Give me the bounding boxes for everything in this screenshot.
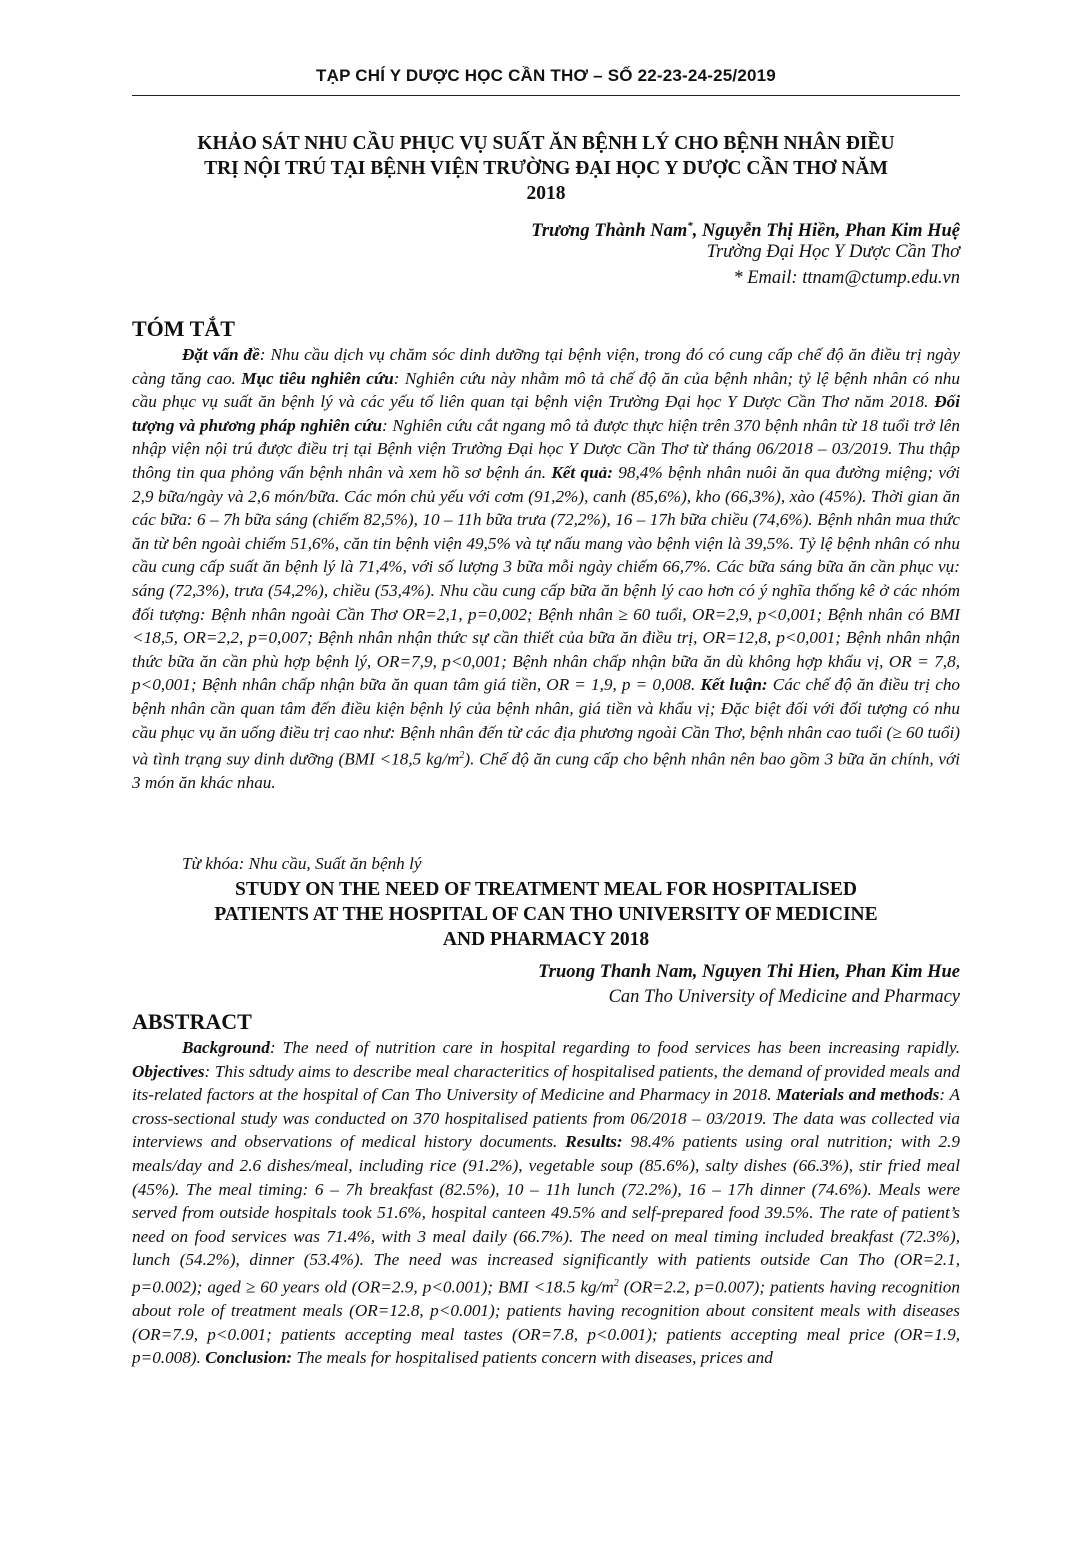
en-title-line-1: STUDY ON THE NEED OF TREATMENT MEAL FOR HOSPITALISED [235,879,857,900]
vn-text-conclusion: Các chế độ ăn điều trị cho bệnh nhân cần quan tâm đến điều kiện bệnh lý của bệnh nhân, giá tiền và khẩu vị; Đặc biệt đối với đối tượng có nhu cầu phục vụ ăn uống điều trị cao như: Bệnh nhân đến từ các địa phương ngoài Cần Thơ, bệnh nhân cao tuổi (≥ 60 tuổi) và tình trạng suy dinh dưỡng (BMI <18,5 kg/m [132,675,961,769]
en-title-line-3: AND PHARMACY 2018 [442,929,650,950]
vn-superscript: 2 [459,750,465,762]
vn-label-objectives: Mục tiêu nghiên cứu [241,368,394,388]
vn-text-methods: : Nghiên cứu cắt ngang mô tả được thực hiện trên 370 bệnh nhân từ 18 tuổi trở lên nhập viện nội trú được điều trị tại Bệnh viện Trường Đại học Y Dược Cần Thơ từ tháng 06/2018 – 03/2019. Thu thập thông tin qua phỏng vấn bệnh nhân và xem hồ sơ bệnh án. [132,415,960,482]
en-text-conclusion: The meals for hospitalised patients concern with diseases, prices and [292,1348,773,1368]
en-superscript: 2 [613,1277,619,1289]
vn-affiliation: Trường Đại Học Y Dược Cần Thơ [706,242,960,262]
vn-author-first: Trương Thành Nam [531,221,688,242]
vn-title [132,131,960,206]
en-abstract-heading: ABSTRACT [132,1009,252,1034]
journal-header: TẠP CHÍ Y DƯỢC HỌC CẦN THƠ – SỐ 22-23-24-25/2019 [316,66,776,85]
en-label-methods: Materials and methods [776,1085,940,1105]
vn-author-rest: , Nguyễn Thị Hiền, Phan Kim Huệ [692,221,960,242]
en-authors: Truong Thanh Nam, Nguyen Thi Hien, Phan Kim Hue [538,962,960,982]
vn-label-results: Kết quả: [551,462,613,482]
vn-text-results: 98,4% bệnh nhân nuôi ăn qua đường miệng; với 2,9 bữa/ngày và 2,6 món/bữa. Các món chủ yếu với cơm (91,2%), canh (85,6%), kho (66,3%), xào (45%). Thời gian ăn các bữa: 6 – 7h bữa sáng (chiếm 82,5%), 10 – 11h bữa trưa (72,2%), 16 – 17h bữa chiều (74,6%). Bệnh nhân mua thức ăn từ bên ngoài chiếm 51,6%, căn tin bệnh viện 49,5% và tự nấu mang vào bệnh viện là 39,5%. Tỷ lệ bệnh nhân có nhu cầu cung cấp suất ăn bệnh lý là 71,4%, với số lượng 3 bữa mỗi ngày chiếm 66,7%. Các bữa sáng bữa ăn cần phục vụ: sáng (72,3%), trưa (54,2%), chiều (53,4%). Nhu cầu cung cấp bữa ăn bệnh lý cao hơn có ý nghĩa thống kê ở các nhóm đối tượng: Bệnh nhân ngoài Cần Thơ OR=2,1, p=0,002; Bệnh nhân ≥ 60 tuổi, OR=2,9, p<0,001; Bệnh nhân có BMI <18,5, OR=2,2, p=0,007; Bệnh nhân nhận thức sự cần thiết của bữa ăn điều trị, OR=12,8, p<0,001; Bệnh nhân nhận thức bữa ăn cần phù hợp bệnh lý, OR=7,9, p<0,001; Bệnh nhân chấp nhận bữa ăn dù không hợp khẩu vị, OR = 7,8, p<0,001; Bệnh nhân chấp nhận bữa ăn quan tâm giá tiền, OR = 1,9, p = 0,008. [132,462,960,695]
en-text-background: : The need of nutrition care in hospital regarding to food services has been increasing rapidly. [269,1038,960,1057]
vn-label-methods: Đối tượng và phương pháp nghiên cứu [132,392,960,435]
vn-text-objectives: : Nghiên cứu này nhằm mô tả chế độ ăn của bệnh nhân; tỷ lệ bệnh nhân có nhu cầu phục vụ suất ăn bệnh lý và các yếu tố liên quan tại bệnh viện Trường Đại học Y Dược Cần Thơ năm 2018. [132,368,960,412]
header-rule [132,95,960,96]
en-affiliation: Can Tho University of Medicine and Pharmacy [608,987,960,1007]
vn-keywords: Từ khóa: Nhu cầu, Suất ăn bệnh lý [182,854,422,873]
en-title-line-2: PATIENTS AT THE HOSPITAL OF CAN THO UNIVERSITY OF MEDICINE [214,904,878,925]
en-text-objectives: : This sdtudy aims to describe meal characteritics of hospitalised patients, the demand of provided meals and its-related factors at the hospital of Can Tho University of Medicine and Pharmacy in 2018. [132,1061,960,1105]
en-title [132,877,960,952]
vn-text-conclusion-end: ). Chế độ ăn cung cấp cho bệnh nhân nên bao gồm 3 bữa ăn chính, với 3 món ăn khác nhau. [132,749,960,793]
vn-title-line-3: 2018 [526,183,566,204]
en-label-conclusion: Conclusion: [205,1348,293,1368]
vn-label-conclusion: Kết luận: [700,675,768,695]
vn-author-mark: * [687,220,693,232]
vn-text-background: : Nhu cầu dịch vụ chăm sóc dinh dưỡng tại bệnh viện, trong đó có cung cấp chế độ ăn điều trị ngày càng tăng cao. [132,345,960,388]
vn-abstract-heading: TÓM TẮT [132,316,235,341]
en-label-objectives: Objectives [132,1061,205,1081]
vn-email: * Email: ttnam@ctump.edu.vn [733,268,960,288]
vn-abstract-body [132,343,960,795]
vn-title-line-1: KHẢO SÁT NHU CẦU PHỤC VỤ SUẤT ĂN BỆNH LÝ CHO BỆNH NHÂN ĐIỀU [197,133,895,154]
vn-title-line-2: TRỊ NỘI TRÚ TẠI BỆNH VIỆN TRƯỜNG ĐẠI HỌC Y DƯỢC CẦN THƠ NĂM [204,158,888,179]
vn-label-background: Đặt vấn đề [182,345,260,364]
en-label-results: Results: [565,1132,623,1152]
en-text-methods: : A cross-sectional study was conducted on 370 hospitalised patients from 06/2018 – 03/2019. The data was collected via interviews and observations of medical history documents. [132,1085,960,1152]
en-text-results-end: (OR=2.2, p=0.007); patients having recognition about role of treatment meals (OR=12.8, p<0.001); patients having recognition about consitent meals with diseases (OR=7.9, p<0.001; patients accepting meal tastes (OR=7.8, p<0.001); patients accepting meal price (OR=1.9, p=0.008). [132,1277,960,1368]
en-text-results: 98.4% patients using oral nutrition; with 2.9 meals/day and 2.6 dishes/meal, including rice (91.2%), vegetable soup (85.6%), salty dishes (66.3%), stir fried meal (45%). The meal timing: 6 – 7h breakfast (82.5%), 10 – 11h lunch (72.2%), 16 – 17h dinner (74.6%). Meals were served from outside hospitals took 51.6%, hospital canteen 49.5% and self-prepared food 39.5%. The rate of patient’s need on food services was 71.4%, with 3 meal daily (66.7%). The need on meal timing included breakfast (72.3%), lunch (54.2%), dinner (53.4%). The need was increased significantly with patients outside Can Tho (OR=2.1, p=0.002); aged ≥ 60 years old (OR=2.9, p<0.001); BMI <18.5 kg/m [132,1132,960,1297]
en-label-background: Background [182,1038,270,1057]
en-abstract-body [132,1036,960,1370]
